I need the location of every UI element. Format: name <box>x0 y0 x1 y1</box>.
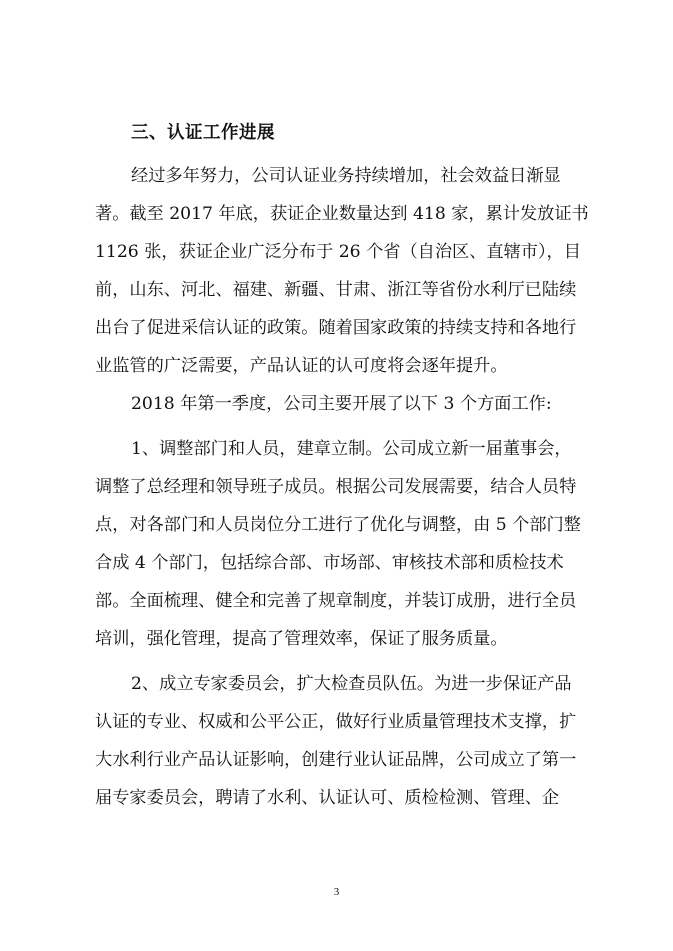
paragraph-line: 培训，强化管理，提高了管理效率，保证了服务质量。 <box>95 629 508 649</box>
paragraph-line: 调整了总经理和领导班子成员。根据公司发展需要，结合人员特 <box>95 477 577 497</box>
paragraph-line: 经过多年努力，公司认证业务持续增加，社会效益日渐显 <box>131 166 561 186</box>
paragraph-line: 1、调整部门和人员，建章立制。公司成立新一届董事会， <box>131 439 572 459</box>
paragraph-line: 前，山东、河北、福建、新疆、甘肃、浙江等省份水利厅已陆续 <box>95 280 577 300</box>
paragraph-line: 点，对各部门和人员岗位分工进行了优化与调整，由 5 个部门整 <box>95 515 581 535</box>
paragraph-line: 认证的专业、权威和公平公正，做好行业质量管理技术支撑，扩 <box>95 712 577 732</box>
paragraph-line: 合成 4 个部门，包括综合部、市场部、审核技术部和质检技术 <box>95 553 564 573</box>
paragraph-line: 大水利行业产品认证影响，创建行业认证品牌，公司成立了第一 <box>95 750 577 770</box>
paragraph-line: 出台了促进采信认证的政策。随着国家政策的持续支持和各地行 <box>95 318 577 338</box>
paragraph-line: 1126 张，获证企业广泛分布于 26 个省（自治区、直辖市），目 <box>95 242 581 262</box>
paragraph-line: 部。全面梳理、健全和完善了规章制度，并装订成册，进行全员 <box>95 591 577 611</box>
paragraph-line: 业监管的广泛需要，产品认证的认可度将会逐年提升。 <box>95 356 508 376</box>
section-heading: 三、认证工作进展 <box>131 123 275 143</box>
paragraph-line: 著。截至 2017 年底，获证企业数量达到 418 家，累计发放证书 <box>95 204 589 224</box>
page-number: 3 <box>333 886 340 898</box>
paragraph-line: 2018 年第一季度，公司主要开展了以下 3 个方面工作: <box>131 394 552 414</box>
paragraph-line: 2、成立专家委员会，扩大检查员队伍。为进一步保证产品 <box>131 674 572 694</box>
paragraph-line: 届专家委员会，聘请了水利、认证认可、质检检测、管理、企 <box>95 788 560 808</box>
